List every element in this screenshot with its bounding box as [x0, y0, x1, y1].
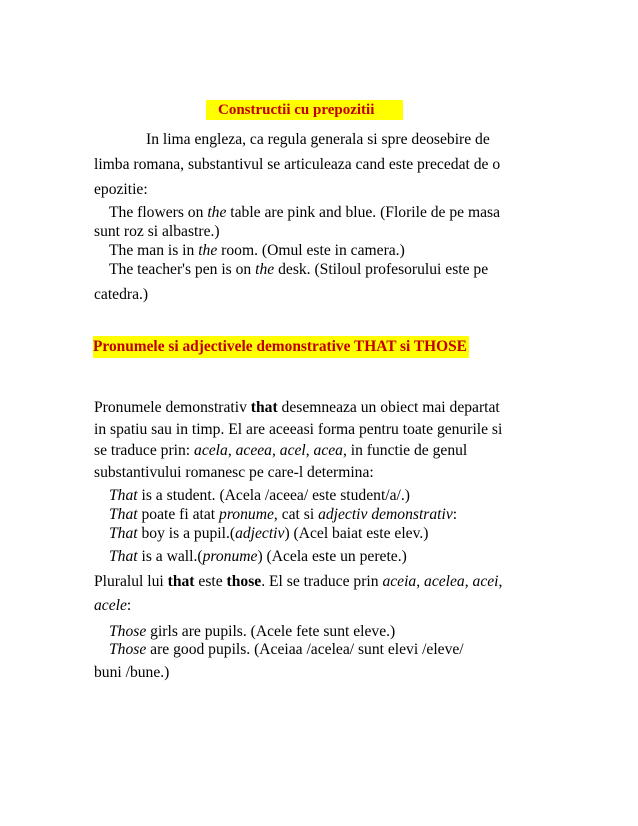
para2-line-4: substantivului romanesc pe care-l determina:: [94, 464, 374, 481]
intro-line-3: epozitie:: [94, 181, 148, 198]
that-example-4: That is a wall.(pronume) (Acela este un perete.): [109, 548, 407, 565]
that-example-3: That boy is a pupil.(adjectiv) (Acel baiat este elev.): [109, 525, 429, 542]
section-heading-demonstratives: Pronumele si adjectivele demonstrative THAT si THOSE: [93, 336, 469, 358]
that-example-1: That is a student. (Acela /aceea/ este student/a/.): [109, 487, 410, 504]
those-example-2: Those are good pupils. (Aceiaa /acelea/ sunt elevi /eleve/: [109, 641, 464, 658]
that-example-2: That poate fi atat pronume, cat si adjectiv demonstrativ:: [109, 506, 458, 523]
para2-line-1: Pronumele demonstrativ that desemneaza un obiect mai departat: [94, 399, 500, 416]
example-3-line-2: catedra.): [94, 286, 149, 303]
example-2-line: The man is in the room. (Omul este in camera.): [109, 242, 405, 259]
page-title: Constructii cu prepozitii: [218, 102, 375, 118]
intro-line-1: In lima engleza, ca regula generala si spre deosebire de: [146, 131, 490, 148]
para3-line-1: Pluralul lui that este those. El se traduce prin aceia, acelea, acei,: [94, 573, 503, 590]
para2-line-2: in spatiu sau in timp. El are aceeasi forma pentru toate genurile si: [94, 421, 503, 438]
example-3-line-1: The teacher's pen is on the desk. (Stiloul profesorului este pe: [109, 261, 489, 278]
example-1-line-2: sunt roz si albastre.): [94, 223, 220, 240]
intro-line-2: limba romana, substantivul se articuleaza cand este precedat de o: [94, 156, 501, 173]
para3-line-2: acele:: [94, 597, 132, 614]
para2-line-3: se traduce prin: acela, aceea, acel, acea, in functie de genul: [94, 442, 468, 459]
those-example-1: Those girls are pupils. (Acele fete sunt eleve.): [109, 623, 396, 640]
those-example-2-cont: buni /bune.): [94, 664, 170, 681]
example-1-line-1: The flowers on the table are pink and blue. (Florile de pe masa: [109, 204, 501, 221]
